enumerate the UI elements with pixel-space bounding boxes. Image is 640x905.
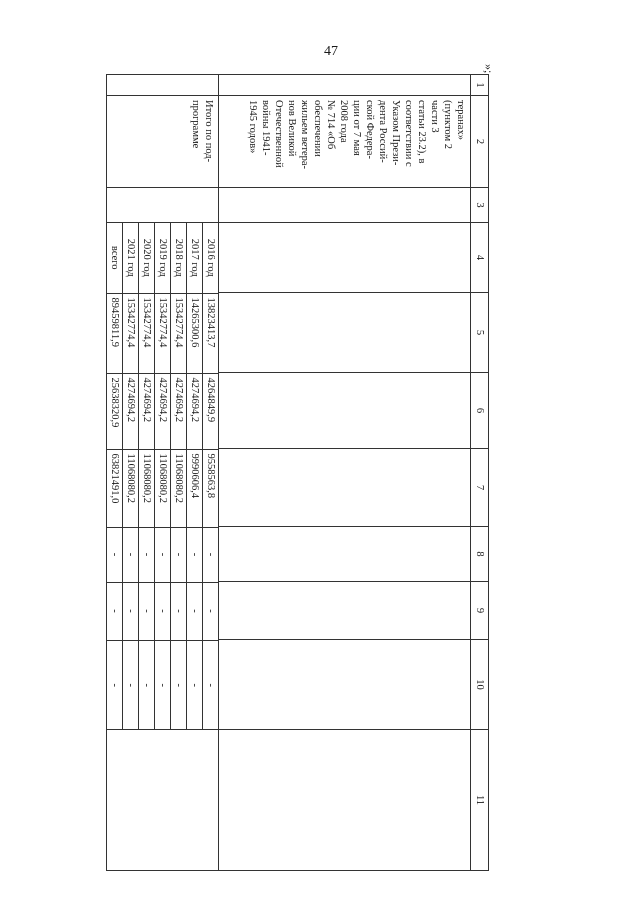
value-cell: - <box>203 640 219 730</box>
text-line: программе <box>190 100 201 149</box>
table-cell <box>219 75 471 96</box>
side-mark: »; <box>482 64 496 74</box>
year-cell: 2019 год <box>155 223 171 293</box>
value-cell: - <box>155 640 171 730</box>
year-row <box>139 223 155 730</box>
value-cell: 13823413,7 <box>203 293 219 373</box>
value-cell: 4274694,2 <box>187 373 203 449</box>
value-cell: - <box>139 527 155 582</box>
value-cell: 15342774,4 <box>139 293 155 373</box>
value-cell: - <box>187 582 203 640</box>
year-row <box>203 223 219 730</box>
value-cell: - <box>171 527 187 582</box>
text-line: части 3 <box>429 100 440 133</box>
value-cell: 9990606,4 <box>187 449 203 527</box>
text-line: жильем ветера- <box>299 100 310 170</box>
value-cell: - <box>187 640 203 730</box>
text-line: соответствии с <box>403 100 414 167</box>
column-number-header: 6 <box>471 373 489 449</box>
value-cell: 11068080,2 <box>155 449 171 527</box>
table-cell <box>219 582 471 640</box>
value-cell: - <box>123 640 139 730</box>
value-cell: 25638320,9 <box>107 373 123 449</box>
text-line: Указом Прези- <box>390 100 401 166</box>
value-cell: - <box>107 527 123 582</box>
value-cell: 11068080,2 <box>171 449 187 527</box>
column-number-header: 3 <box>471 188 489 223</box>
column-number-header: 4 <box>471 223 489 293</box>
budget-table <box>106 74 489 871</box>
table-cell <box>107 188 219 223</box>
financing-cell <box>107 223 219 730</box>
column-number-header: 9 <box>471 582 489 640</box>
text-line: нов Великой <box>286 100 297 157</box>
value-cell: - <box>155 527 171 582</box>
text-line: дента Россий- <box>377 100 388 163</box>
year-cell: 2018 год <box>171 223 187 293</box>
value-cell: 63821491,0 <box>107 449 123 527</box>
text-line: 1945 годов» <box>247 100 258 154</box>
value-cell: 89459811,9 <box>107 293 123 373</box>
text-line: ской Федера- <box>364 100 375 159</box>
table-cell <box>219 373 471 449</box>
table-cell <box>107 75 219 96</box>
value-cell: 4274694,2 <box>171 373 187 449</box>
value-cell: - <box>171 582 187 640</box>
column-number-header: 7 <box>471 449 489 527</box>
year-row <box>187 223 203 730</box>
text-line: Отечественной <box>273 100 284 168</box>
value-cell: 15342774,4 <box>171 293 187 373</box>
year-row <box>123 223 139 730</box>
financing-subtable <box>107 223 218 730</box>
value-cell: - <box>139 582 155 640</box>
value-cell: - <box>187 527 203 582</box>
value-cell: 11068080,2 <box>139 449 155 527</box>
subprogram-total-row <box>107 75 219 871</box>
value-cell: 15342774,4 <box>155 293 171 373</box>
value-cell: 11068080,2 <box>123 449 139 527</box>
year-row <box>155 223 171 730</box>
table-cell <box>219 730 471 871</box>
year-cell: 2016 год <box>203 223 219 293</box>
text-line: № 714 «Об <box>325 100 336 150</box>
text-line: (пунктом 2 <box>442 100 453 149</box>
table-cell <box>219 293 471 373</box>
table-cell <box>219 640 471 730</box>
value-cell: 4274694,2 <box>155 373 171 449</box>
table-cell <box>219 188 471 223</box>
table-cell <box>219 223 471 293</box>
value-cell: 14265300,6 <box>187 293 203 373</box>
text-line: теранах» <box>455 100 466 140</box>
year-cell: всего <box>107 223 123 293</box>
value-cell: 15342774,4 <box>123 293 139 373</box>
value-cell: - <box>123 582 139 640</box>
subprogram-total-label <box>107 96 219 188</box>
table-cell <box>219 449 471 527</box>
text-line: Итого по под- <box>203 100 214 163</box>
value-cell: - <box>139 640 155 730</box>
value-cell: - <box>203 582 219 640</box>
rotated-table-container <box>89 74 489 850</box>
measure-row <box>219 75 471 871</box>
column-number-header: 5 <box>471 293 489 373</box>
column-number-header: 10 <box>471 640 489 730</box>
column-number-header: 1 <box>471 75 489 96</box>
text-line: обеспечении <box>312 100 323 157</box>
header-row <box>471 75 489 871</box>
value-cell: - <box>203 527 219 582</box>
value-cell: - <box>107 582 123 640</box>
year-row <box>171 223 187 730</box>
column-number-header: 2 <box>471 96 489 188</box>
column-number-header: 11 <box>471 730 489 871</box>
table-cell <box>107 730 219 871</box>
table-cell <box>219 527 471 582</box>
value-cell: 4274694,2 <box>123 373 139 449</box>
value-cell: - <box>155 582 171 640</box>
value-cell: 4264849,9 <box>203 373 219 449</box>
value-cell: 4274694,2 <box>139 373 155 449</box>
text-line: 2008 года <box>338 100 349 143</box>
value-cell: - <box>123 527 139 582</box>
total-row <box>107 223 123 730</box>
column-number-header: 8 <box>471 527 489 582</box>
page-number: 47 <box>324 44 338 59</box>
text-line: статьи 23.2), в <box>416 100 427 164</box>
value-cell: 9558563,8 <box>203 449 219 527</box>
measure-description-cell <box>219 96 471 188</box>
year-cell: 2020 год <box>139 223 155 293</box>
value-cell: - <box>107 640 123 730</box>
text-line: войны 1941- <box>260 100 271 156</box>
year-cell: 2021 год <box>123 223 139 293</box>
text-line: ции от 7 мая <box>351 100 362 156</box>
value-cell: - <box>171 640 187 730</box>
year-cell: 2017 год <box>187 223 203 293</box>
